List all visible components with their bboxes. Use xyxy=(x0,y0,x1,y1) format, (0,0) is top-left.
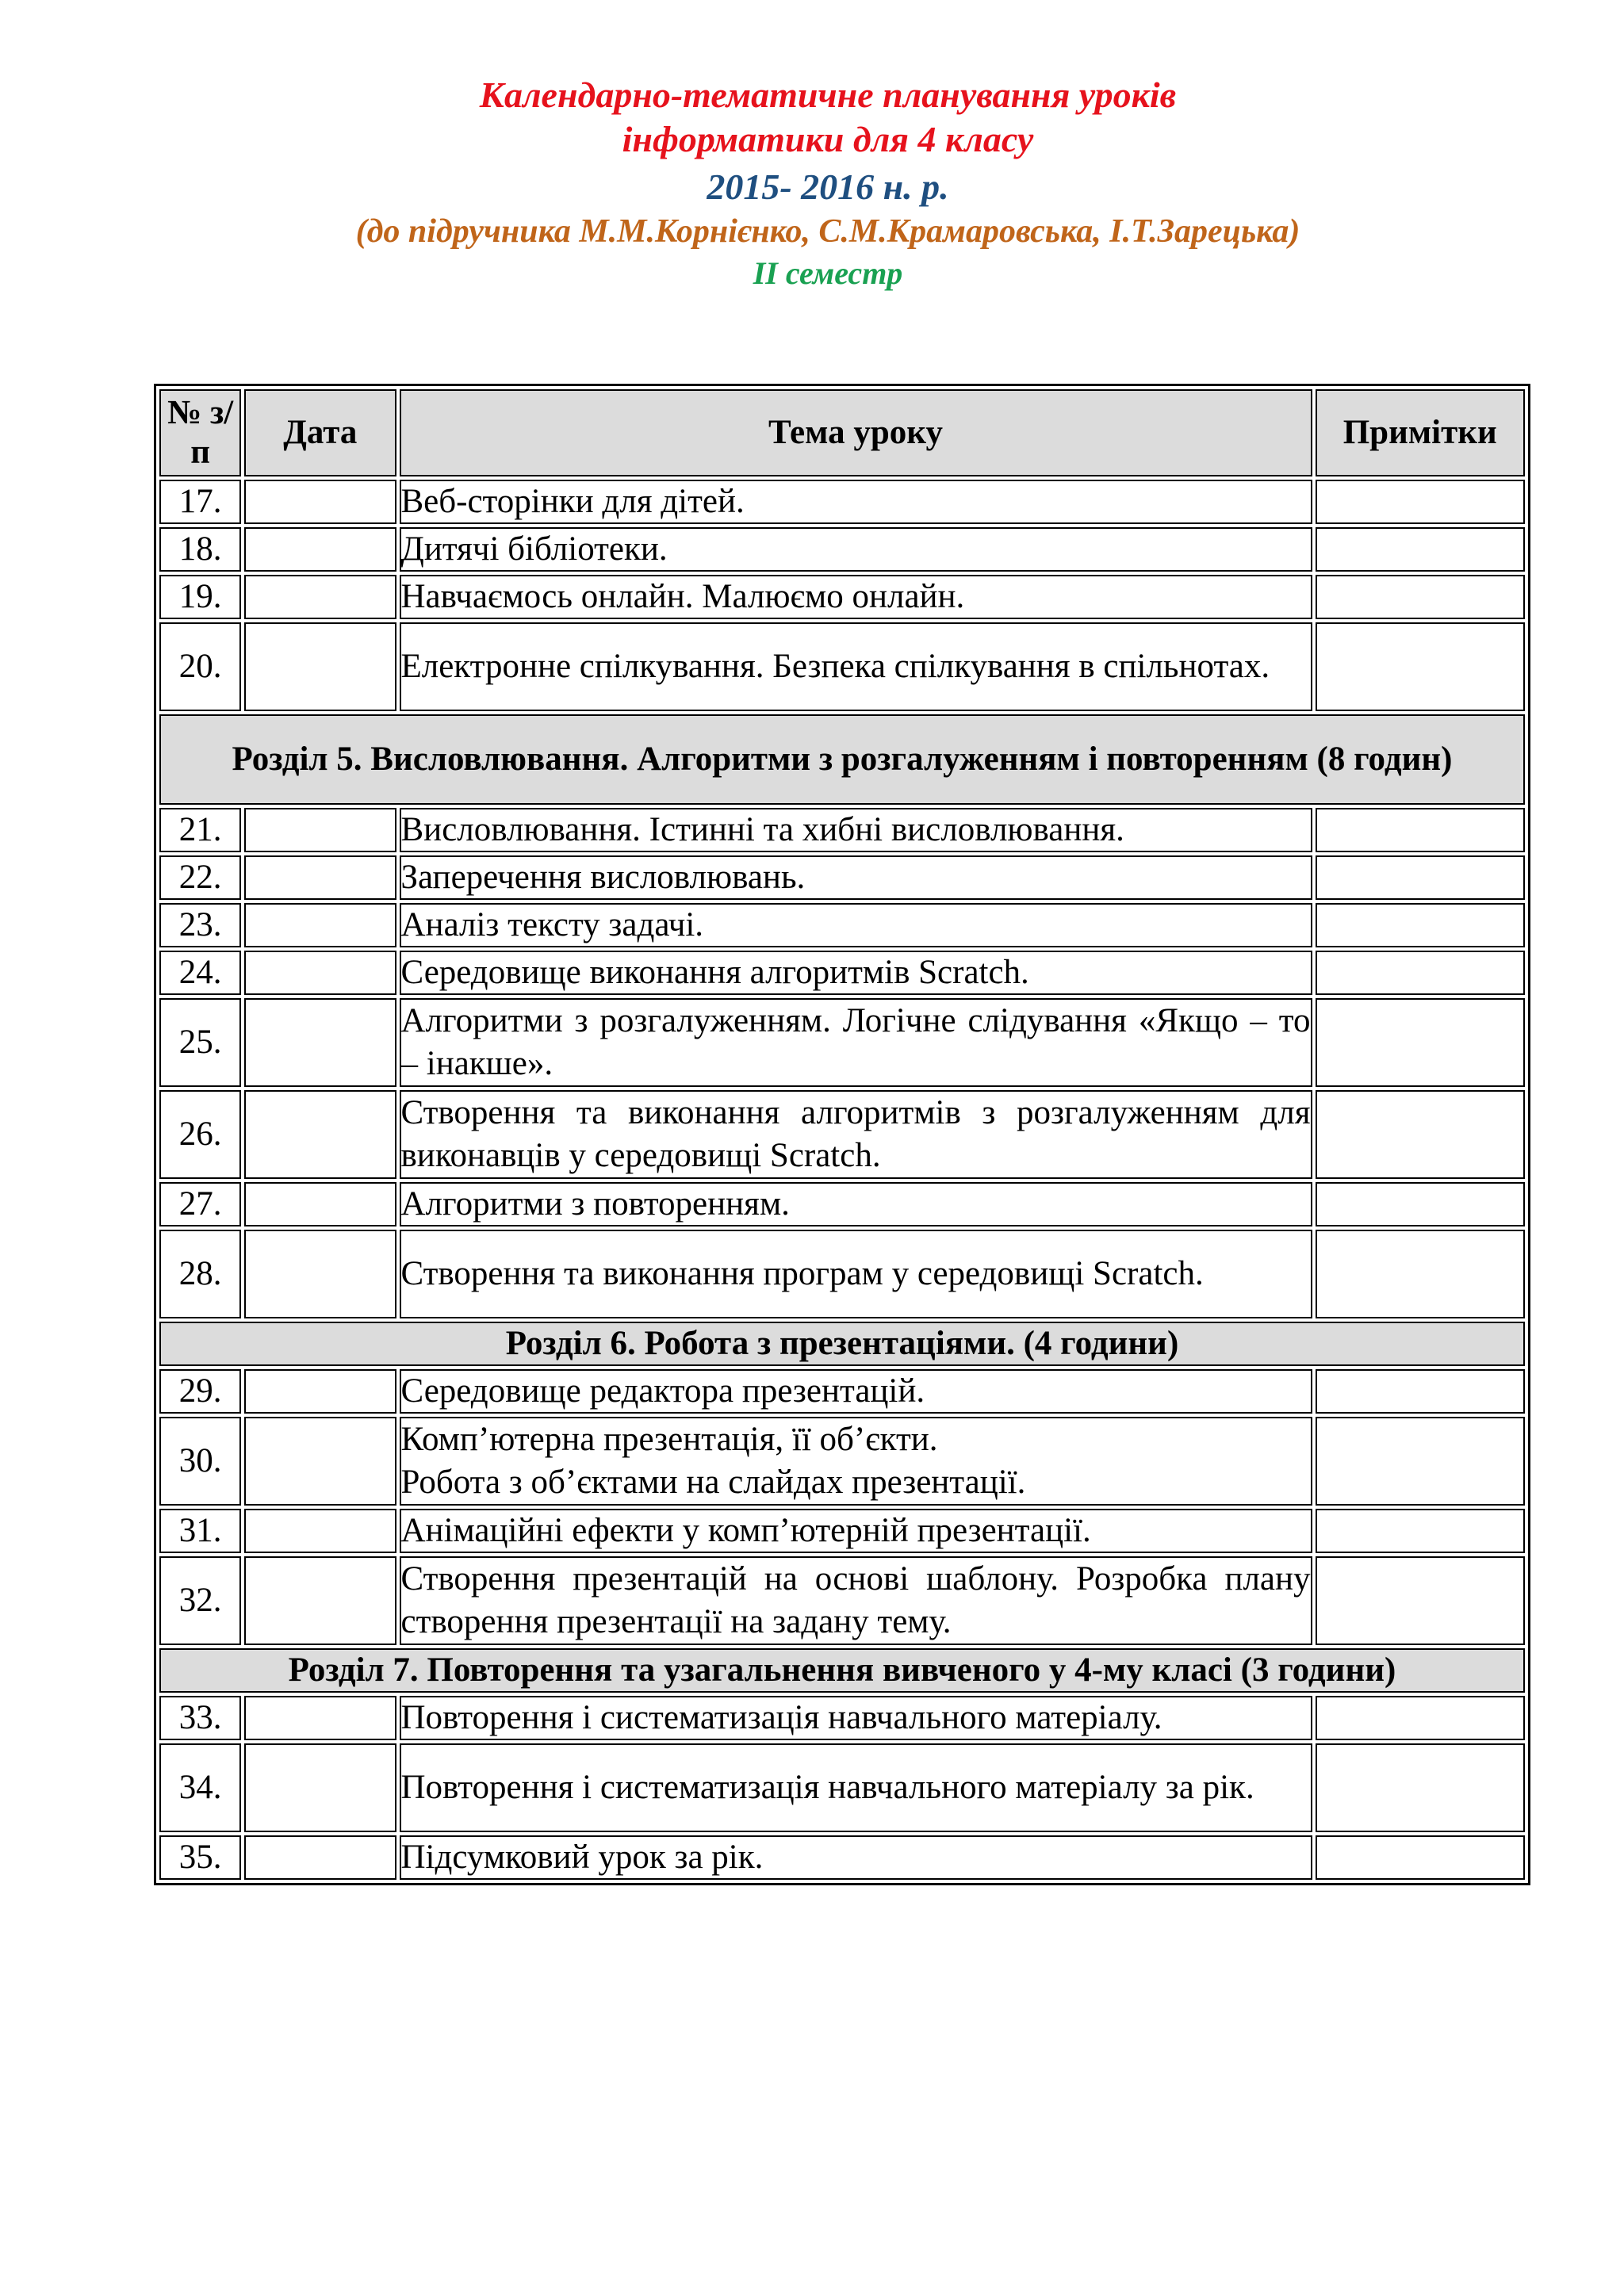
textbook-authors: (до підручника М.М.Корнієнко, С.М.Крамаровська, І.Т.Зарецька) xyxy=(355,213,1300,250)
table-row xyxy=(159,575,1525,619)
table-row xyxy=(159,1696,1525,1740)
lesson-number: 24. xyxy=(159,951,241,995)
section-row xyxy=(159,714,1525,805)
table-row xyxy=(159,1743,1525,1832)
lesson-number: 21. xyxy=(159,808,241,852)
notes-cell[interactable] xyxy=(1316,1509,1525,1553)
lesson-topic: Середовище редактора презентацій. xyxy=(400,1369,1312,1414)
lesson-number: 19. xyxy=(159,575,241,619)
notes-cell[interactable] xyxy=(1316,855,1525,900)
notes-cell[interactable] xyxy=(1316,998,1525,1087)
lesson-number: 17. xyxy=(159,480,241,524)
lesson-topic: Заперечення висловлювань. xyxy=(400,855,1312,900)
table-row xyxy=(159,1182,1525,1226)
notes-cell[interactable] xyxy=(1316,951,1525,995)
notes-cell[interactable] xyxy=(1316,1369,1525,1414)
lesson-number: 31. xyxy=(159,1509,241,1553)
lesson-topic: Повторення і систематизація навчального матеріалу за рік. xyxy=(400,1743,1312,1832)
lesson-topic xyxy=(400,1417,1312,1506)
date-cell[interactable] xyxy=(244,1556,396,1645)
lesson-topic: Електронне спілкування. Безпека спілкування в спільнотах. xyxy=(400,622,1312,711)
table-row xyxy=(159,480,1525,524)
date-cell[interactable] xyxy=(244,903,396,947)
lesson-topic-line: Робота з об’єктами на слайдах презентації. xyxy=(400,1464,1026,1501)
table-row xyxy=(159,1835,1525,1880)
lesson-number: 23. xyxy=(159,903,241,947)
table-row xyxy=(159,1417,1525,1506)
semester: ІІ семестр xyxy=(753,255,903,291)
notes-cell[interactable] xyxy=(1316,527,1525,572)
lesson-number: 30. xyxy=(159,1417,241,1506)
column-header-topic: Тема уроку xyxy=(400,389,1312,476)
table-row xyxy=(159,1230,1525,1318)
notes-cell[interactable] xyxy=(1316,903,1525,947)
date-cell[interactable] xyxy=(244,951,396,995)
lesson-topic: Середовище виконання алгоритмів Scratch. xyxy=(400,951,1312,995)
date-cell[interactable] xyxy=(244,527,396,572)
lesson-topic: Повторення і систематизація навчального матеріалу. xyxy=(400,1696,1312,1740)
lesson-topic: Алгоритми з повторенням. xyxy=(400,1182,1312,1226)
column-header-date: Дата xyxy=(244,389,396,476)
lesson-number: 35. xyxy=(159,1835,241,1880)
date-cell[interactable] xyxy=(244,1835,396,1880)
date-cell[interactable] xyxy=(244,1230,396,1318)
lesson-topic: Алгоритми з розгалуженням. Логічне слідування «Якщо – то – інакше». xyxy=(400,998,1312,1087)
table-row xyxy=(159,951,1525,995)
notes-cell[interactable] xyxy=(1316,575,1525,619)
lesson-topic: Висловлювання. Істинні та хибні висловлювання. xyxy=(400,808,1312,852)
lesson-number: 28. xyxy=(159,1230,241,1318)
date-cell[interactable] xyxy=(244,855,396,900)
notes-cell[interactable] xyxy=(1316,808,1525,852)
lesson-number: 26. xyxy=(159,1090,241,1179)
document-header xyxy=(0,73,1624,295)
table-header-row xyxy=(159,389,1525,476)
lesson-number: 34. xyxy=(159,1743,241,1832)
lesson-topic: Підсумковий урок за рік. xyxy=(400,1835,1312,1880)
lesson-plan-table xyxy=(154,384,1530,1885)
notes-cell[interactable] xyxy=(1316,1835,1525,1880)
lesson-number: 25. xyxy=(159,998,241,1087)
table-row xyxy=(159,998,1525,1087)
section-title: Розділ 6. Робота з презентаціями. (4 години) xyxy=(159,1322,1525,1366)
date-cell[interactable] xyxy=(244,1743,396,1832)
table-row xyxy=(159,527,1525,572)
school-year: 2015- 2016 н. р. xyxy=(707,166,949,207)
notes-cell[interactable] xyxy=(1316,1182,1525,1226)
notes-cell[interactable] xyxy=(1316,1556,1525,1645)
notes-cell[interactable] xyxy=(1316,1230,1525,1318)
section-row xyxy=(159,1322,1525,1366)
table-row xyxy=(159,622,1525,711)
date-cell[interactable] xyxy=(244,998,396,1087)
lesson-topic: Анімаційні ефекти у комп’ютерній презентації. xyxy=(400,1509,1312,1553)
section-row xyxy=(159,1648,1525,1693)
notes-cell[interactable] xyxy=(1316,480,1525,524)
lesson-topic: Аналіз тексту задачі. xyxy=(400,903,1312,947)
column-header-notes: Примітки xyxy=(1316,389,1525,476)
table-row xyxy=(159,1369,1525,1414)
lesson-number: 22. xyxy=(159,855,241,900)
date-cell[interactable] xyxy=(244,1696,396,1740)
lesson-number: 32. xyxy=(159,1556,241,1645)
notes-cell[interactable] xyxy=(1316,622,1525,711)
lesson-topic: Навчаємось онлайн. Малюємо онлайн. xyxy=(400,575,1312,619)
lesson-topic: Дитячі бібліотеки. xyxy=(400,527,1312,572)
lesson-topic: Створення та виконання алгоритмів з розгалуженням для виконавців у середовищі Scratch. xyxy=(400,1090,1312,1179)
document-title-line-2: інформатики для 4 класу xyxy=(622,119,1034,159)
lesson-number: 29. xyxy=(159,1369,241,1414)
section-title: Розділ 7. Повторення та узагальнення вивченого у 4-му класі (3 години) xyxy=(159,1648,1525,1693)
notes-cell[interactable] xyxy=(1316,1696,1525,1740)
lesson-topic: Веб-сторінки для дітей. xyxy=(400,480,1312,524)
lesson-number: 20. xyxy=(159,622,241,711)
notes-cell[interactable] xyxy=(1316,1090,1525,1179)
date-cell[interactable] xyxy=(244,480,396,524)
document-title-line-1: Календарно-тематичне планування уроків xyxy=(479,75,1177,115)
table-row xyxy=(159,808,1525,852)
table-row xyxy=(159,1509,1525,1553)
date-cell[interactable] xyxy=(244,1182,396,1226)
lesson-number: 27. xyxy=(159,1182,241,1226)
date-cell[interactable] xyxy=(244,1417,396,1506)
date-cell[interactable] xyxy=(244,622,396,711)
column-header-number: № з/п xyxy=(159,389,241,476)
lesson-topic-line: Комп’ютерна презентація, її об’єкти. xyxy=(400,1421,938,1458)
notes-cell[interactable] xyxy=(1316,1743,1525,1832)
date-cell[interactable] xyxy=(244,575,396,619)
lesson-topic: Створення презентацій на основі шаблону. Розробка плану створення презентації на задану тему. xyxy=(400,1556,1312,1645)
lesson-number: 18. xyxy=(159,527,241,572)
table-row xyxy=(159,855,1525,900)
table-row xyxy=(159,1556,1525,1645)
table-row xyxy=(159,1090,1525,1179)
table-row xyxy=(159,903,1525,947)
lesson-topic: Створення та виконання програм у середовищі Scratch. xyxy=(400,1230,1312,1318)
notes-cell[interactable] xyxy=(1316,1417,1525,1506)
section-title: Розділ 5. Висловлювання. Алгоритми з розгалуженням і повторенням (8 годин) xyxy=(159,714,1525,805)
lesson-number: 33. xyxy=(159,1696,241,1740)
date-cell[interactable] xyxy=(244,1509,396,1553)
date-cell[interactable] xyxy=(244,1090,396,1179)
date-cell[interactable] xyxy=(244,808,396,852)
date-cell[interactable] xyxy=(244,1369,396,1414)
